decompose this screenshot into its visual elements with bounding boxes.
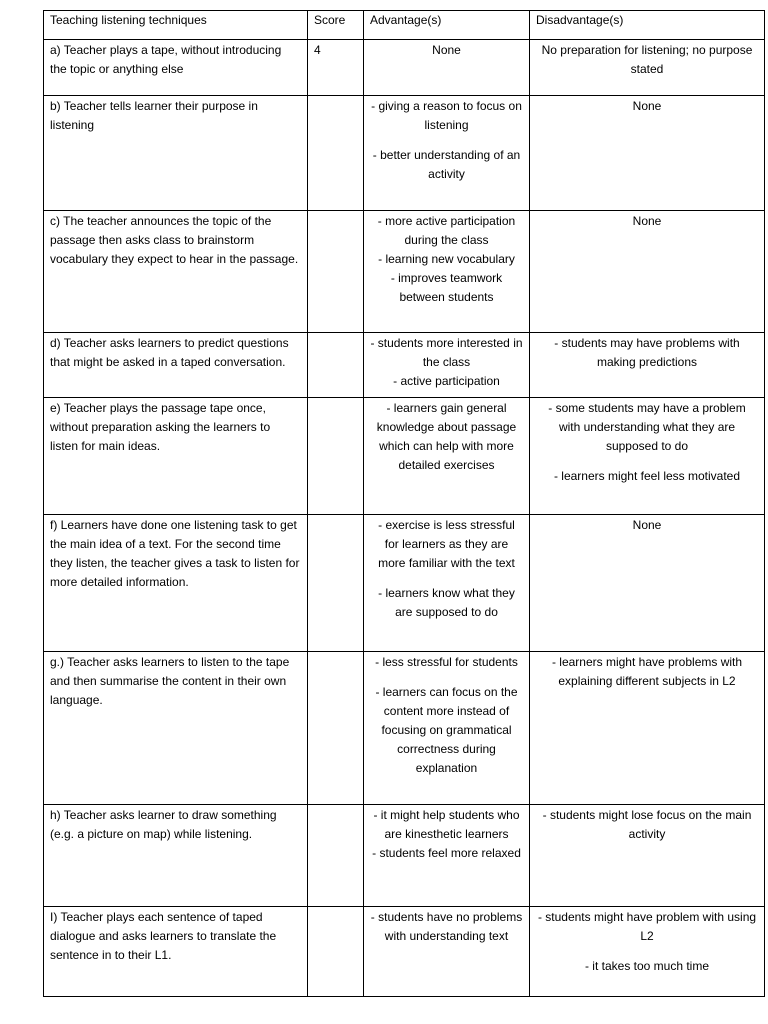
advantage-item: - giving a reason to focus on listening	[371, 99, 522, 132]
advantage-item: - active participation	[393, 374, 500, 388]
technique-cell: e) Teacher plays the passage tape once, without preparation asking the learners to listen for main ideas.	[44, 398, 308, 515]
disadvantage-item: - some students may have a problem with understanding what they are supposed to do	[548, 401, 746, 453]
disadvantage-item: None	[632, 99, 662, 113]
header-score: Score	[308, 11, 364, 40]
technique-cell: b) Teacher tells learner their purpose in listening	[44, 96, 308, 211]
advantage-item: - learners know what they are supposed to do	[378, 586, 515, 619]
technique-cell: h) Teacher asks learner to draw something (e.g. a picture on map) while listening.	[44, 805, 308, 907]
technique-cell: d) Teacher asks learners to predict questions that might be asked in a taped conversation.	[44, 333, 308, 398]
score-cell	[308, 398, 364, 515]
advantages-cell	[364, 211, 530, 333]
advantages-cell	[364, 333, 530, 398]
advantage-item: - students more interested in the class	[370, 336, 523, 369]
advantages-cell	[364, 96, 530, 211]
advantage-item: - learners can focus on the content more instead of focusing on grammatical correctness during explanation	[375, 685, 518, 775]
score-cell	[308, 96, 364, 211]
table-row	[44, 652, 765, 805]
disadvantage-item: - students might lose focus on the main activity	[542, 808, 752, 841]
technique-cell: I) Teacher plays each sentence of taped dialogue and asks learners to translate the sentence in to their L1.	[44, 907, 308, 997]
score-cell	[308, 211, 364, 333]
disadvantages-cell	[530, 805, 765, 907]
advantage-item: - exercise is less stressful for learners as they are more familiar with the text	[378, 518, 515, 570]
advantage-item: - more active participation during the class	[377, 214, 516, 247]
advantages-cell	[364, 40, 530, 96]
header-advantages: Advantage(s)	[364, 11, 530, 40]
table-row	[44, 211, 765, 333]
technique-cell: c) The teacher announces the topic of the passage then asks class to brainstorm vocabulary they expect to hear in the passage.	[44, 211, 308, 333]
advantage-item: - students have no problems with understanding text	[370, 910, 523, 943]
table-row	[44, 907, 765, 997]
disadvantage-item: - students might have problem with using L2	[537, 910, 757, 943]
header-row	[44, 11, 765, 40]
advantage-item: - improves teamwork between students	[390, 271, 503, 304]
technique-cell: f) Learners have done one listening task to get the main idea of a text. For the second time they listen, the teacher gives a task to listen for more detailed information.	[44, 515, 308, 652]
score-cell	[308, 805, 364, 907]
advantage-item: - learning new vocabulary	[378, 252, 515, 266]
header-technique: Teaching listening techniques	[44, 11, 308, 40]
disadvantages-cell	[530, 40, 765, 96]
disadvantage-item: - learners might feel less motivated	[553, 469, 741, 483]
advantage-item: None	[432, 43, 461, 57]
advantage-item: - better understanding of an activity	[372, 148, 521, 181]
advantage-item: - students feel more relaxed	[372, 846, 521, 860]
disadvantage-item: None	[632, 214, 662, 228]
disadvantages-cell	[530, 211, 765, 333]
table-row	[44, 96, 765, 211]
advantages-cell	[364, 652, 530, 805]
disadvantages-cell	[530, 515, 765, 652]
disadvantages-cell	[530, 333, 765, 398]
table-row	[44, 398, 765, 515]
disadvantage-item: - learners might have problems with explaining different subjects in L2	[551, 655, 743, 688]
table-row	[44, 40, 765, 96]
table-row	[44, 333, 765, 398]
table-body	[44, 40, 765, 997]
score-cell	[308, 333, 364, 398]
advantages-cell	[364, 515, 530, 652]
score-cell: 4	[308, 40, 364, 96]
score-cell	[308, 515, 364, 652]
disadvantages-cell	[530, 652, 765, 805]
techniques-table	[43, 10, 765, 997]
disadvantage-item: - it takes too much time	[584, 959, 710, 973]
advantages-cell	[364, 398, 530, 515]
disadvantage-item: - students may have problems with making predictions	[554, 336, 740, 369]
table-row	[44, 515, 765, 652]
score-cell	[308, 652, 364, 805]
technique-cell: a) Teacher plays a tape, without introducing the topic or anything else	[44, 40, 308, 96]
disadvantage-item: None	[632, 518, 662, 532]
advantages-cell	[364, 907, 530, 997]
disadvantages-cell	[530, 96, 765, 211]
advantage-item: - it might help students who are kinesthetic learners	[373, 808, 520, 841]
advantages-cell	[364, 805, 530, 907]
advantage-item: - learners gain general knowledge about passage which can help with more detailed exercises	[376, 401, 517, 472]
disadvantages-cell	[530, 907, 765, 997]
score-cell	[308, 907, 364, 997]
table-row	[44, 805, 765, 907]
header-disadvantages: Disadvantage(s)	[530, 11, 765, 40]
advantage-item: - less stressful for students	[375, 655, 518, 669]
technique-cell: g.) Teacher asks learners to listen to the tape and then summarise the content in their own language.	[44, 652, 308, 805]
disadvantages-cell	[530, 398, 765, 515]
disadvantage-item: No preparation for listening; no purpose stated	[541, 43, 753, 76]
